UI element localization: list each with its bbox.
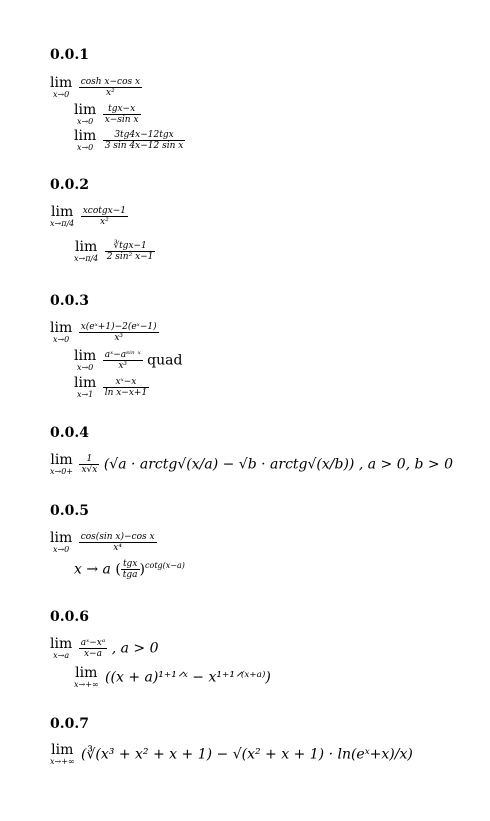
section-heading: 0.0.4 (50, 425, 89, 441)
formula-limit: lim x→0 3tg4x−12tgx 3 sin 4x−12 sin x (74, 128, 184, 152)
formula-limit: lim x→a $\frac{\text{aˣ−xᵃ}}{x-a}$ , a > 0 (50, 636, 159, 660)
formula-limit: lim x→+∞ ((x + a)¹⁺¹ᐟˣ − x¹⁺¹ᐟ⁽ˣ⁺ᵃ⁾) (74, 665, 271, 689)
section-heading: 0.0.3 (50, 293, 89, 309)
formula-limit: lim x→0 aˣ−aˢⁱⁿ ˣ x³ quad (74, 348, 183, 372)
formula-limit: lim x→0 $\frac{\text{x(eˣ+1)−2(eˣ−1)}}{\text{x³}}$ (50, 320, 157, 344)
formula-limit: lim x→1 $\frac{\text{xˣ−x}}{\text{ln x−x+1}}$ (74, 375, 148, 399)
formula-limit: lim x→0 $\frac{\text{cos(sin x)−cos x}}{\text{x⁴}}$ (50, 530, 155, 554)
section-heading: 0.0.2 (50, 177, 89, 193)
formula-expression: x → a ( tgx tga )$^{cotg(x-a)}$ (74, 559, 185, 580)
formula-limit: lim x→π/4 $\frac{\text{xcotgx−1}}{\text{x²}}$ (50, 204, 126, 228)
section-heading: 0.0.5 (50, 503, 89, 519)
section-heading: 0.0.6 (50, 609, 89, 625)
formula-limit: lim x→0 $\frac{\text{cosh x−cos x}}{\text{x²}}$ (50, 75, 141, 99)
formula-limit: lim x→0+ $\frac{1}{x√x}$ (√a · arctg√(x/a) − √b · arctg√(x/b)) , a > 0, b > 0 (50, 452, 454, 476)
formula-limit: lim x→+∞ (∛(x³ + x² + x + 1) − √(x² + x + 1) · ln(eˣ+x)/x) (50, 742, 413, 766)
formula-limit: lim x→π/4 ∛tgx−1 2 sin² x−1 (74, 239, 154, 263)
section-heading: 0.0.1 (50, 47, 89, 63)
section-heading: 0.0.7 (50, 716, 89, 732)
formula-limit: lim x→0 tgx−x x−sin x (74, 102, 139, 126)
